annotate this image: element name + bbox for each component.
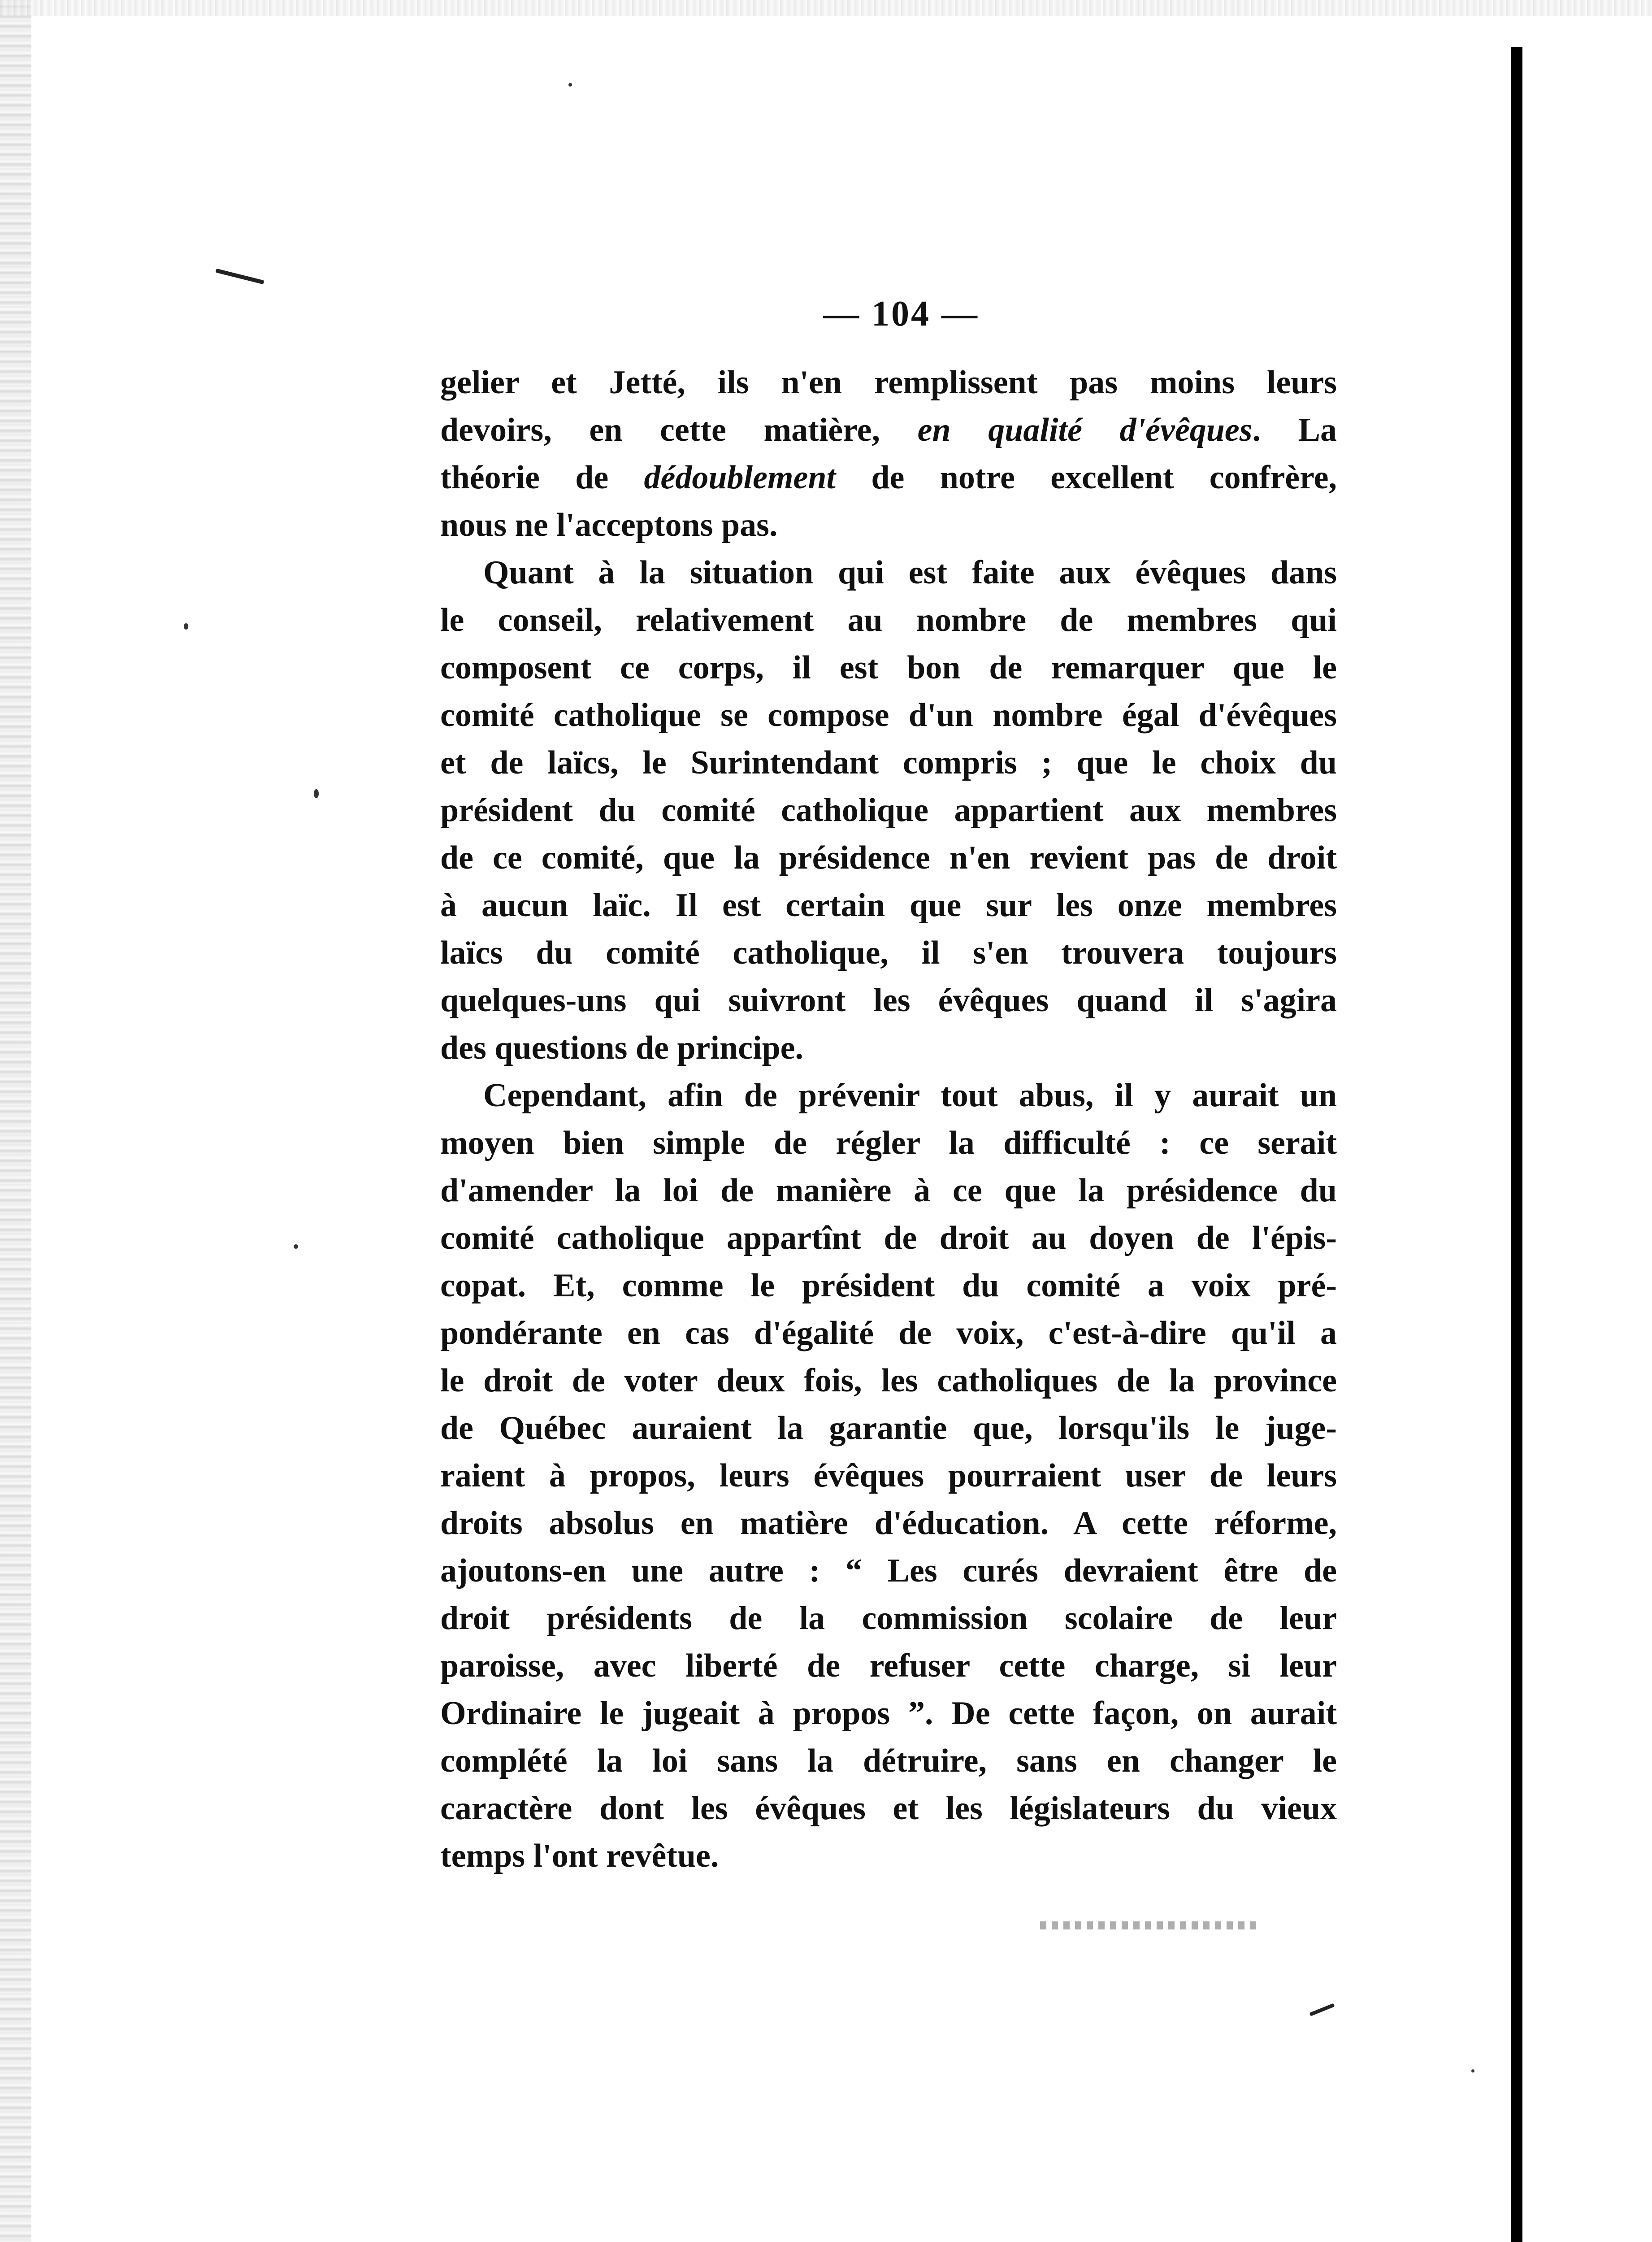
text-run: Cependant, afin de prévenir tout abus, il y aurait un xyxy=(483,1077,1337,1114)
text-line xyxy=(440,1262,1337,1309)
text-line xyxy=(440,359,1337,406)
text-line xyxy=(440,596,1337,644)
text-run: caractère dont les évêques et les législateurs du vieux xyxy=(440,1790,1337,1827)
text-run: de notre excellent confrère, xyxy=(836,459,1337,496)
text-line xyxy=(440,1072,1337,1119)
text-run: des questions de principe. xyxy=(440,1030,804,1066)
text-run: président du comité catholique appartient aux membres xyxy=(440,792,1337,829)
text-line xyxy=(440,406,1337,454)
text-line xyxy=(440,549,1337,596)
text-line xyxy=(440,739,1337,786)
text-run: nous ne l'acceptons pas. xyxy=(440,507,778,543)
text-run: d'amender la loi de manière à ce que la présidence du xyxy=(440,1172,1337,1209)
text-line xyxy=(440,644,1337,691)
text-run: devoirs, en cette matière, xyxy=(440,412,918,448)
text-line xyxy=(440,1309,1337,1357)
scan-speck xyxy=(314,789,319,798)
text-run: moyen bien simple de régler la difficulté : ce serait xyxy=(440,1125,1337,1161)
margin-pencil-mark xyxy=(1309,2003,1335,2016)
paragraph xyxy=(440,359,1337,549)
end-ornament xyxy=(1040,1921,1260,1929)
text-line xyxy=(440,1832,1337,1880)
text-run: de Québec auraient la garantie que, lorsqu'ils le juge- xyxy=(440,1410,1337,1447)
italic-phrase: en qualité d'évêques xyxy=(917,412,1253,448)
text-run: à aucun laïc. Il est certain que sur les onze membres xyxy=(440,887,1337,924)
page-binding-rule xyxy=(1511,47,1522,2242)
text-run: complété la loi sans la détruire, sans en changer le xyxy=(440,1742,1337,1779)
text-line xyxy=(440,1785,1337,1832)
text-line xyxy=(440,1404,1337,1452)
text-run: Quant à la situation qui est faite aux évêques dans xyxy=(483,554,1337,591)
text-line xyxy=(440,1690,1337,1737)
text-run: pondérante en cas d'égalité de voix, c'est-à-dire qu'il a xyxy=(440,1315,1337,1351)
text-line xyxy=(440,1547,1337,1595)
scan-speck xyxy=(1471,2069,1474,2073)
text-run: droit présidents de la commission scolaire de leur xyxy=(440,1600,1337,1637)
text-line xyxy=(440,977,1337,1024)
text-line xyxy=(440,834,1337,882)
text-line xyxy=(440,1595,1337,1642)
text-line xyxy=(440,1642,1337,1690)
text-run: le droit de voter deux fois, les catholiques de la province xyxy=(440,1362,1337,1399)
text-run: temps l'ont revêtue. xyxy=(440,1838,719,1874)
text-run: paroisse, avec liberté de refuser cette charge, si leur xyxy=(440,1647,1337,1684)
text-run: Ordinaire le jugeait à propos ”. De cette façon, on aurait xyxy=(440,1695,1337,1732)
text-run: laïcs du comité catholique, il s'en trouvera toujours xyxy=(440,934,1337,971)
scan-edge-left xyxy=(0,0,31,2242)
text-line xyxy=(440,454,1337,501)
body-text xyxy=(440,359,1337,1880)
text-run: quelques-uns qui suivront les évêques quand il s'agira xyxy=(440,982,1337,1019)
text-run: le conseil, relativement au nombre de membres qui xyxy=(440,602,1337,639)
text-run: composent ce corps, il est bon de remarquer que le xyxy=(440,649,1337,686)
text-line xyxy=(440,1357,1337,1404)
text-run: ajoutons-en une autre : “ Les curés devraient être de xyxy=(440,1552,1337,1589)
scan-speck xyxy=(184,623,188,630)
text-run: copat. Et, comme le président du comité a voix pré- xyxy=(440,1267,1337,1304)
text-run: comité catholique se compose d'un nombre égal d'évêques xyxy=(440,697,1337,734)
text-line xyxy=(440,501,1337,549)
scan-speck xyxy=(568,83,572,87)
text-line xyxy=(440,1119,1337,1167)
text-run: de ce comité, que la présidence n'en revient pas de droit xyxy=(440,839,1337,876)
text-line xyxy=(440,1737,1337,1785)
text-run: raient à propos, leurs évêques pourraient user de leurs xyxy=(440,1457,1337,1494)
text-line xyxy=(440,1214,1337,1262)
italic-phrase: dédoublement xyxy=(644,459,836,496)
text-line xyxy=(440,1499,1337,1547)
text-line xyxy=(440,1024,1337,1072)
text-run: gelier et Jetté, ils n'en remplissent pas moins leurs xyxy=(440,364,1337,401)
text-line xyxy=(440,786,1337,834)
text-line xyxy=(440,882,1337,929)
text-line xyxy=(440,1452,1337,1499)
scan-edge-top xyxy=(0,0,1652,16)
text-run: droits absolus en matière d'éducation. A cette réforme, xyxy=(440,1505,1337,1542)
margin-pencil-mark xyxy=(216,269,264,284)
text-line xyxy=(440,929,1337,977)
text-run: . La xyxy=(1252,412,1337,448)
paragraph xyxy=(440,1072,1337,1880)
text-line xyxy=(440,691,1337,739)
text-run: et de laïcs, le Surintendant compris ; que le choix du xyxy=(440,744,1337,781)
text-run: théorie de xyxy=(440,459,644,496)
paragraph xyxy=(440,549,1337,1072)
text-run: comité catholique appartînt de droit au doyen de l'épis- xyxy=(440,1220,1337,1256)
page-number: — 104 — xyxy=(823,294,979,334)
text-line xyxy=(440,1167,1337,1214)
scan-speck xyxy=(294,1244,298,1249)
